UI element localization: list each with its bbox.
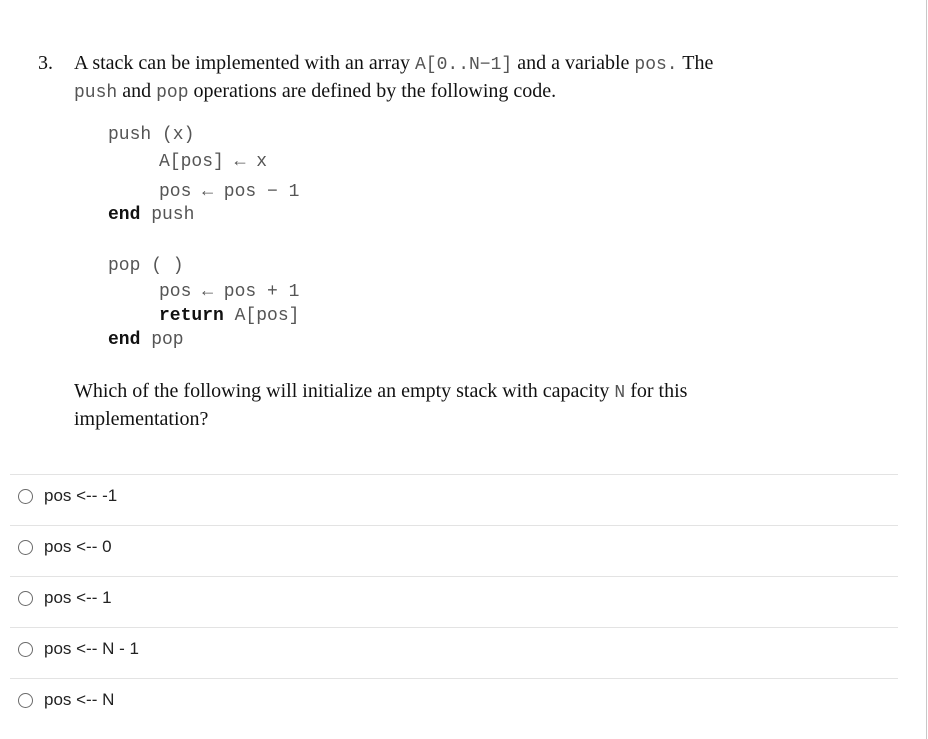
inline-code-pos: pos. (634, 55, 678, 75)
pop-line-1: pos ← pos + 1 (159, 282, 300, 302)
push-line-1: A[pos] ← x (159, 152, 268, 172)
radio-button-icon[interactable] (18, 540, 33, 555)
pop-end: end pop (108, 330, 184, 350)
right-border (926, 0, 927, 739)
inline-code-n: N (614, 383, 626, 403)
answer-option[interactable] (10, 627, 898, 678)
push-header: push (x) (108, 125, 195, 145)
answer-option-label: pos <-- N - 1 (44, 639, 139, 658)
radio-button-icon[interactable] (18, 693, 33, 708)
answer-option[interactable] (10, 576, 898, 627)
inline-code-pop: pop (156, 83, 189, 103)
question-number: 3. (38, 52, 53, 74)
radio-button-icon[interactable] (18, 642, 33, 657)
answer-option-label: pos <-- -1 (44, 486, 118, 505)
answer-option[interactable] (10, 525, 898, 576)
push-end: end push (108, 205, 195, 225)
push-line-2: pos ← pos − 1 (159, 182, 300, 202)
radio-button-icon[interactable] (18, 591, 33, 606)
radio-button-icon[interactable] (18, 489, 33, 504)
question-text: A stack can be implemented with an array A[0..N−1] and a variable pos. The push and pop operations are defined by the following code. (74, 52, 714, 103)
pop-header: pop ( ) (108, 256, 184, 276)
inline-code-push: push (74, 83, 118, 103)
inline-code-array: A[0..N−1] (415, 55, 513, 75)
answer-option-label: pos <-- 1 (44, 588, 112, 607)
answer-options (10, 474, 898, 729)
pop-line-2: return A[pos] (159, 306, 300, 326)
answer-option[interactable] (10, 678, 898, 729)
answer-option[interactable] (10, 474, 898, 525)
question-prompt: Which of the following will initialize an empty stack with capacity N for this implementation? (74, 380, 688, 430)
answer-option-label: pos <-- N (44, 690, 115, 709)
answer-option-label: pos <-- 0 (44, 537, 112, 556)
